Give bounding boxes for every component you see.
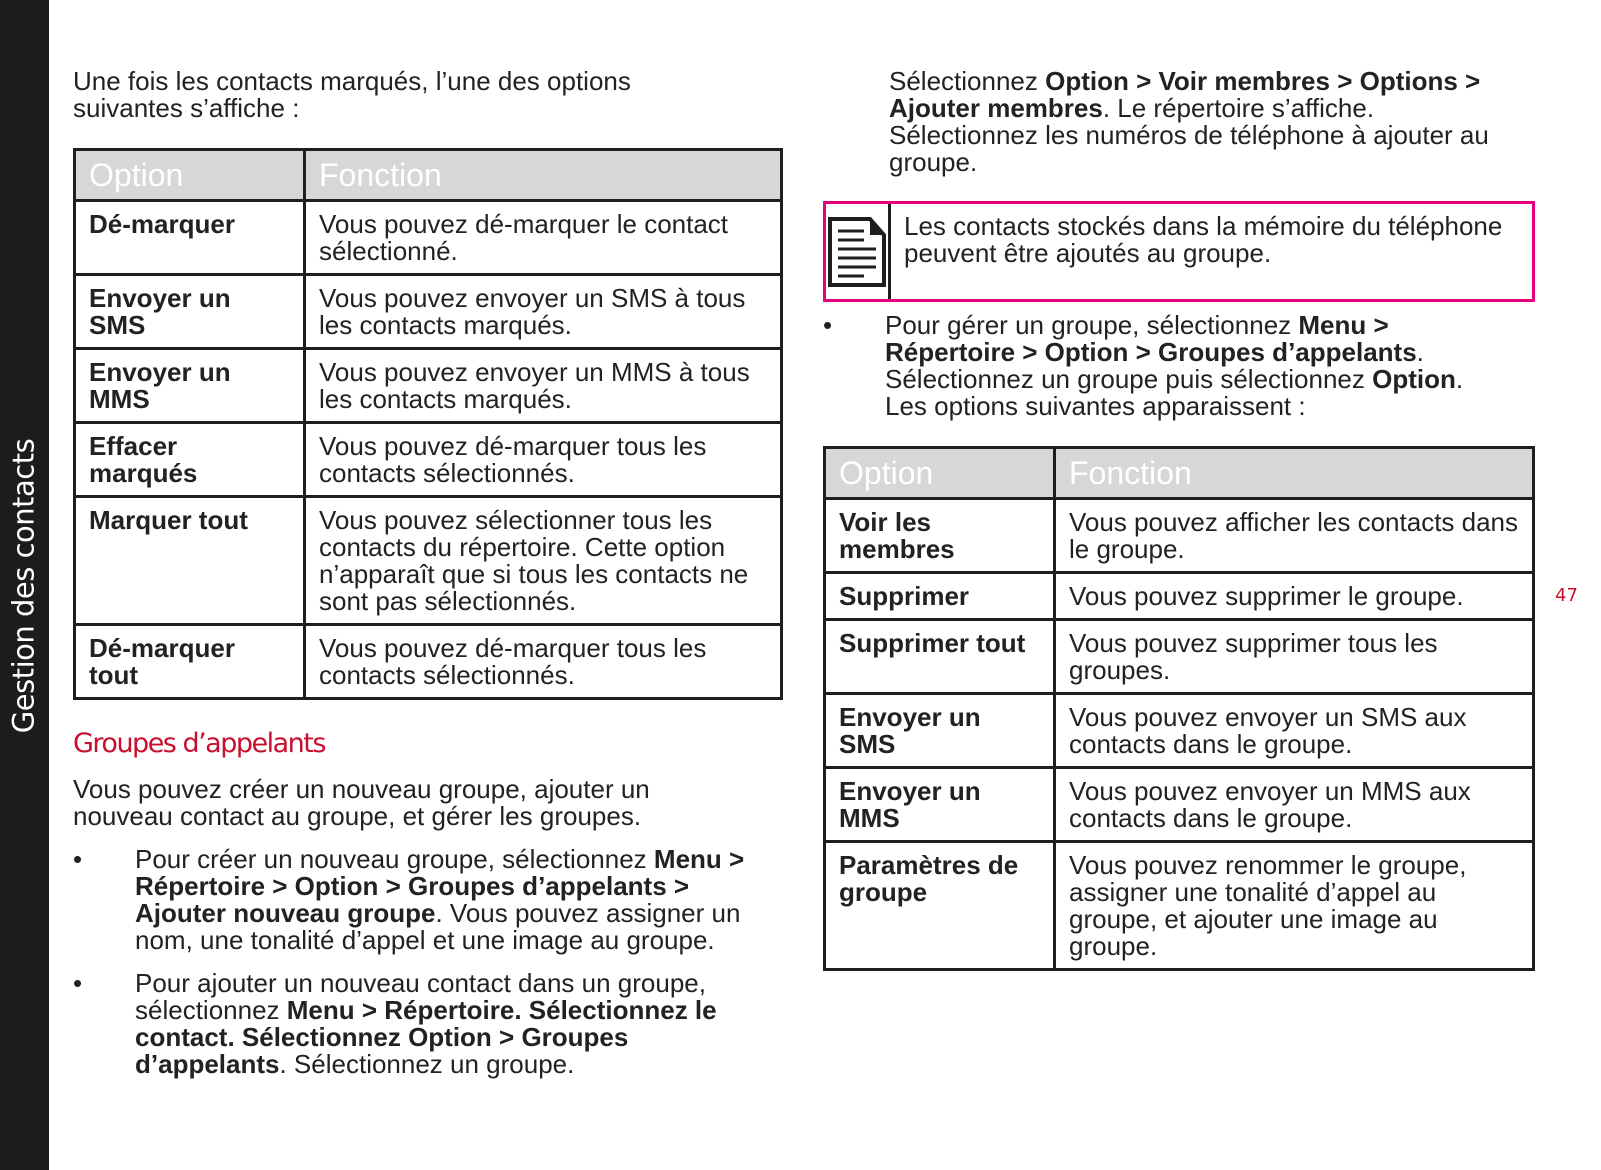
list-item: • Pour ajouter un nouveau contact dans un groupe, sélectionnez Menu > Répertoire. Sélectionnez le contact. Sélectionnez Option > Groupes d’appelants. Sélectionnez un groupe. bbox=[73, 968, 717, 1079]
option-cell: Supprimer tout bbox=[825, 620, 1055, 694]
option-cell: Envoyer un SMS bbox=[75, 275, 305, 349]
option-cell: Paramètres de groupe bbox=[825, 842, 1055, 970]
table-row bbox=[825, 842, 1534, 970]
bullet-dot: • bbox=[823, 310, 833, 340]
intro-text: Une fois les contacts marqués, l’une des options suivantes s’affiche : bbox=[73, 66, 631, 123]
menu-path: Option > Voir membres > Options > Ajouter membres bbox=[889, 66, 1481, 123]
bullet-list bbox=[823, 312, 1535, 420]
table-row bbox=[75, 423, 782, 497]
fonction-cell: Vous pouvez envoyer un MMS à tous les contacts marqués. bbox=[305, 349, 782, 423]
left-column bbox=[73, 68, 783, 1078]
fonction-cell: Vous pouvez envoyer un MMS aux contacts dans le groupe. bbox=[1055, 768, 1534, 842]
note-icon bbox=[826, 215, 888, 289]
note-box bbox=[823, 201, 1535, 302]
table-row bbox=[75, 349, 782, 423]
bullet-dot: • bbox=[73, 968, 83, 998]
fonction-cell: Vous pouvez supprimer le groupe. bbox=[1055, 573, 1534, 620]
sidebar-title: Gestion des contacts bbox=[6, 438, 41, 734]
table-row bbox=[75, 275, 782, 349]
note-icon-cell bbox=[826, 204, 891, 299]
table-row bbox=[825, 620, 1534, 694]
sidebar-tab bbox=[0, 0, 49, 1170]
table-row bbox=[825, 694, 1534, 768]
table-row bbox=[825, 573, 1534, 620]
fonction-cell: Vous pouvez envoyer un SMS aux contacts dans le groupe. bbox=[1055, 694, 1534, 768]
table-row bbox=[825, 768, 1534, 842]
option-cell: Supprimer bbox=[825, 573, 1055, 620]
header-option: Option bbox=[75, 150, 305, 201]
option-cell: Dé-marquer tout bbox=[75, 625, 305, 699]
table-row bbox=[75, 625, 782, 699]
fonction-cell: Vous pouvez renommer le groupe, assigner une tonalité d’appel au groupe, et ajouter une image au groupe. bbox=[1055, 842, 1534, 970]
header-option: Option bbox=[825, 448, 1055, 499]
page-number: 47 bbox=[1555, 585, 1578, 606]
header-fonction: Fonction bbox=[1055, 448, 1534, 499]
right-column bbox=[823, 68, 1535, 971]
fonction-cell: Vous pouvez afficher les contacts dans le groupe. bbox=[1055, 499, 1534, 573]
section-intro: Vous pouvez créer un nouveau groupe, ajouter un nouveau contact au groupe, et gérer les groupes. bbox=[73, 774, 650, 831]
table-row bbox=[825, 499, 1534, 573]
list-item: • Pour gérer un groupe, sélectionnez Menu > Répertoire > Option > Groupes d’appelants. Sélectionnez un groupe puis sélectionnez Option. Les options suivantes apparaissent : bbox=[823, 310, 1464, 421]
fonction-cell: Vous pouvez dé-marquer tous les contacts sélectionnés. bbox=[305, 625, 782, 699]
option-cell: Dé-marquer bbox=[75, 201, 305, 275]
menu-path: Menu > Répertoire. Sélectionnez le contact. Sélectionnez Option > Groupes d’appelants bbox=[135, 995, 717, 1079]
option-cell: Voir les membres bbox=[825, 499, 1055, 573]
options-table-marked bbox=[73, 148, 783, 700]
option-keyword: Option bbox=[1372, 364, 1456, 394]
fonction-cell: Vous pouvez envoyer un SMS à tous les contacts marqués. bbox=[305, 275, 782, 349]
option-cell: Effacer marqués bbox=[75, 423, 305, 497]
table-row bbox=[75, 201, 782, 275]
table-header-row bbox=[75, 150, 782, 201]
list-item: • Pour créer un nouveau groupe, sélectionnez Menu > Répertoire > Option > Groupes d’appelants > Ajouter nouveau groupe. Vous pouvez assigner un nom, une tonalité d’appel et une image au groupe. bbox=[73, 844, 745, 955]
bullet-list bbox=[73, 846, 783, 1078]
fonction-cell: Vous pouvez dé-marquer tous les contacts sélectionnés. bbox=[305, 423, 782, 497]
fonction-cell: Vous pouvez supprimer tous les groupes. bbox=[1055, 620, 1534, 694]
option-cell: Marquer tout bbox=[75, 497, 305, 625]
options-table-groups bbox=[823, 446, 1535, 971]
option-cell: Envoyer un SMS bbox=[825, 694, 1055, 768]
bullet-dot: • bbox=[73, 844, 83, 874]
table-row bbox=[75, 497, 782, 625]
continued-text: Sélectionnez Option > Voir membres > Options > Ajouter membres. Le répertoire s’affiche. Sélectionnez les numéros de téléphone à ajouter au groupe. bbox=[889, 66, 1489, 177]
option-cell: Envoyer un MMS bbox=[75, 349, 305, 423]
header-fonction: Fonction bbox=[305, 150, 782, 201]
fonction-cell: Vous pouvez sélectionner tous les contacts du répertoire. Cette option n’apparaît que si tous les contacts ne sont pas sélectionnés. bbox=[305, 497, 782, 625]
table-header-row bbox=[825, 448, 1534, 499]
note-text: Les contacts stockés dans la mémoire du téléphone peuvent être ajoutés au groupe. bbox=[904, 211, 1503, 268]
section-heading: Groupes d’appelants bbox=[73, 728, 325, 759]
fonction-cell: Vous pouvez dé-marquer le contact sélectionné. bbox=[305, 201, 782, 275]
menu-path: Menu > Répertoire > Option > Groupes d’appelants > Ajouter nouveau groupe bbox=[135, 844, 745, 928]
option-cell: Envoyer un MMS bbox=[825, 768, 1055, 842]
menu-path: Menu > Répertoire > Option > Groupes d’appelants bbox=[885, 310, 1417, 367]
